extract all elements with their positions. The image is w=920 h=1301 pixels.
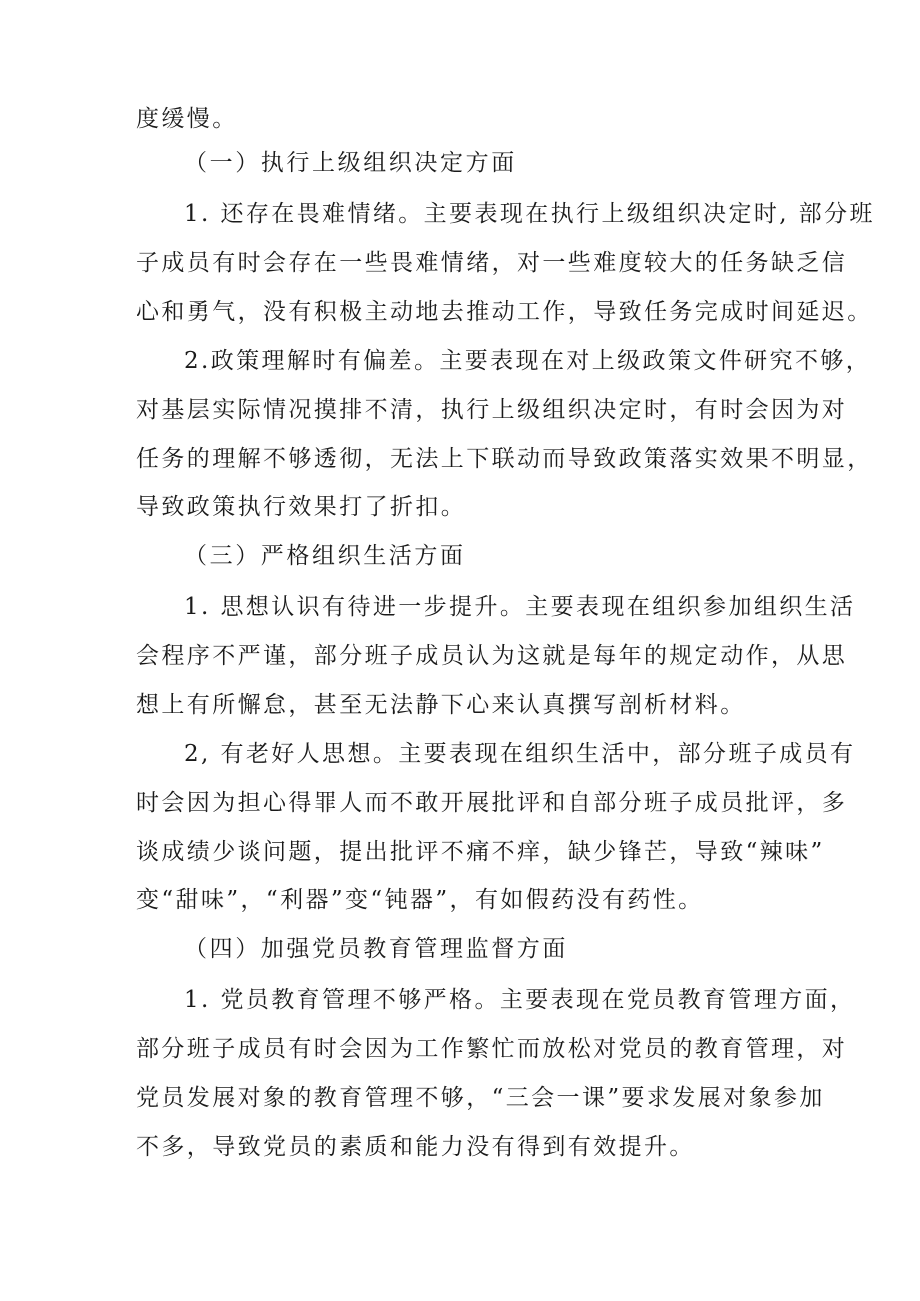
paragraph-continuation: 度缓慢。 [136,106,238,132]
section-heading-3: （三）严格组织生活方面 [184,543,466,569]
section-heading-4: （四）加强党员教育管理监督方面 [184,936,568,962]
item-4-1-line-4: 不多，导致党员的素质和能力没有得到有效提升。 [136,1134,695,1160]
item-3-2-line-4: 变“甜味”，“利器”变“钝器”，有如假药没有药性。 [136,887,704,913]
item-2-line-2: 对基层实际情况摸排不清，执行上级组织决定时，有时会因为对 [136,397,848,423]
item-2-line-4: 导致政策执行效果打了折扣。 [136,494,467,520]
item-4-1-line-2: 部分班子成员有时会因为工作繁忙而放松对党员的教育管理，对 [136,1036,848,1062]
item-3-1-line-1: 1. 思想认识有待进一步提升。主要表现在组织参加组织生活 [184,594,856,620]
item-4-1-line-1: 1. 党员教育管理不够严格。主要表现在党员教育管理方面， [184,987,856,1013]
item-4-1-line-3: 党员发展对象的教育管理不够，“三会一课”要求发展对象参加 [136,1085,825,1111]
item-2-line-3: 任务的理解不够透彻，无法上下联动而导致政策落实效果不明显， [136,446,873,472]
item-3-2-line-3: 谈成绩少谈问题，提出批评不痛不痒，缺少锋芒，导致“辣味” [136,839,825,865]
item-2-line-1: 2.政策理解时有偏差。主要表现在对上级政策文件研究不够， [184,348,872,374]
item-3-1-line-3: 想上有所懈怠，甚至无法静下心来认真撰写剖析材料。 [136,692,746,718]
item-1-line-3: 心和勇气，没有积极主动地去推动工作，导致任务完成时间延迟。 [136,299,873,325]
item-1-line-1: 1. 还存在畏难情绪。主要表现在执行上级组织决定时, 部分班 [184,201,875,227]
item-3-2-line-1: 2, 有老好人思想。主要表现在组织生活中，部分班子成员有 [184,741,856,767]
item-3-2-line-2: 时会因为担心得罪人而不敢开展批评和自部分班子成员批评，多 [136,790,848,816]
item-1-line-2: 子成员有时会存在一些畏难情绪，对一些难度较大的任务缺乏信 [136,250,848,276]
item-3-1-line-2: 会程序不严谨，部分班子成员认为这就是每年的规定动作，从思 [136,643,848,669]
section-heading-1: （一）执行上级组织决定方面 [184,150,517,176]
